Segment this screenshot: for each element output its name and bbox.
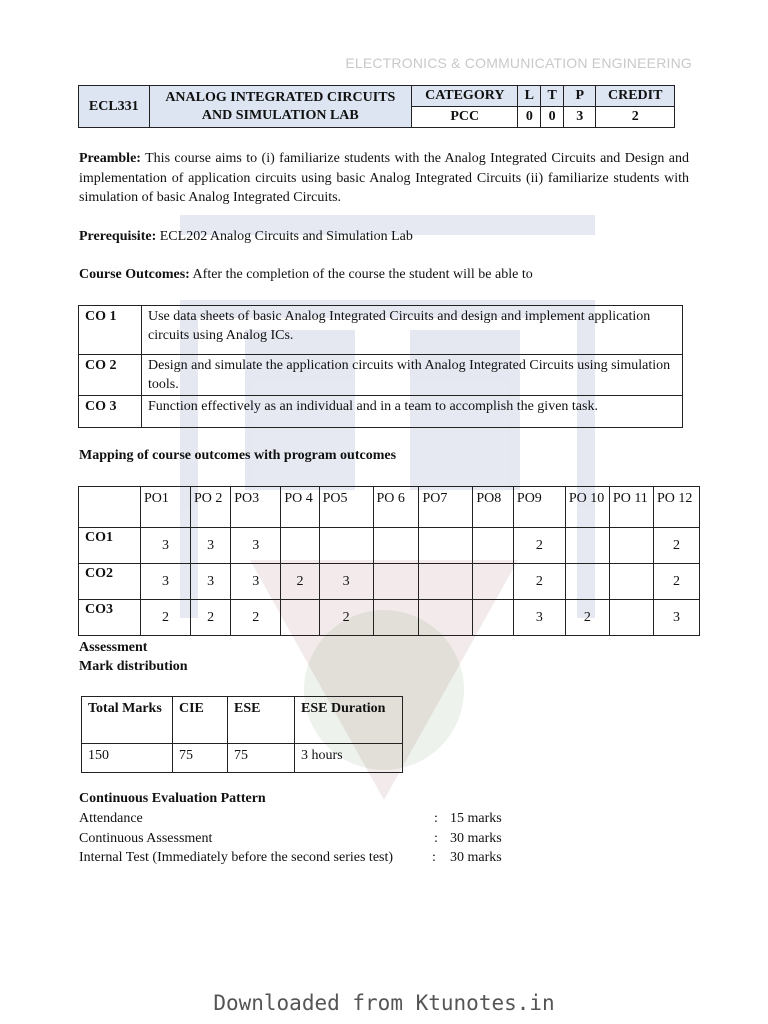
course-outcomes-text: After the completion of the course the student will be able to bbox=[192, 267, 533, 282]
course-outcomes-table bbox=[78, 305, 683, 428]
preamble-text: This course aims to (i) familiarize students with the Analog Integrated Circuits and Design and implementation of application circuits using basic Analog Integrated Circuits (ii) familiarize students with simulation of basic Analog Integrated Circuits. bbox=[79, 151, 690, 205]
mapping-cell: 2 bbox=[653, 564, 699, 600]
evaluation-colon: : bbox=[434, 831, 438, 846]
mapping-cell bbox=[609, 564, 653, 600]
po-header: PO7 bbox=[419, 487, 473, 528]
mapping-co-label: CO1 bbox=[79, 528, 141, 564]
co-id: CO 2 bbox=[79, 355, 142, 396]
evaluation-colon: : bbox=[434, 811, 438, 826]
course-title bbox=[149, 86, 412, 128]
mapping-cell bbox=[373, 528, 419, 564]
prerequisite-text: ECL202 Analog Circuits and Simulation Lab bbox=[159, 229, 413, 244]
evaluation-title: Continuous Evaluation Pattern bbox=[79, 791, 266, 806]
po-header: PO 11 bbox=[609, 487, 653, 528]
po-header: PO 2 bbox=[191, 487, 231, 528]
mapping-cell: 2 bbox=[565, 600, 609, 636]
co-po-mapping-table bbox=[78, 486, 700, 636]
evaluation-item bbox=[79, 809, 143, 829]
mapping-cell bbox=[473, 600, 514, 636]
mapping-cell bbox=[473, 564, 514, 600]
mark-distribution-title: Mark distribution bbox=[79, 659, 188, 674]
mark-value: 75 bbox=[228, 744, 295, 773]
mapping-cell bbox=[609, 600, 653, 636]
course-title-line2: AND SIMULATION LAB bbox=[201, 107, 359, 123]
mapping-cell: 3 bbox=[231, 528, 281, 564]
category-value: PCC bbox=[412, 107, 518, 128]
l-value: 0 bbox=[518, 107, 541, 128]
mapping-title: Mapping of course outcomes with program outcomes bbox=[79, 448, 397, 463]
mapping-cell: 3 bbox=[140, 528, 190, 564]
mapping-cell bbox=[419, 564, 473, 600]
mapping-cell bbox=[419, 528, 473, 564]
co-id: CO 1 bbox=[79, 306, 142, 355]
course-title-line1: ANALOG INTEGRATED CIRCUITS bbox=[165, 89, 396, 105]
evaluation-value: 15 marks bbox=[450, 811, 502, 826]
po-header: PO1 bbox=[140, 487, 190, 528]
download-footer: Downloaded from Ktunotes.in bbox=[213, 991, 555, 1015]
mark-header: ESE Duration bbox=[295, 697, 403, 744]
po-header: PO3 bbox=[231, 487, 281, 528]
mapping-cell: 3 bbox=[653, 600, 699, 636]
mapping-row bbox=[79, 600, 700, 636]
mapping-cell: 2 bbox=[191, 600, 231, 636]
mapping-cell: 2 bbox=[653, 528, 699, 564]
mapping-cell: 3 bbox=[231, 564, 281, 600]
evaluation-label: Continuous Assessment bbox=[79, 831, 213, 846]
evaluation-item bbox=[79, 829, 212, 849]
course-outcomes-label: Course Outcomes: bbox=[79, 267, 190, 282]
mapping-cell bbox=[373, 600, 419, 636]
po-header: PO 12 bbox=[653, 487, 699, 528]
po-header: PO 6 bbox=[373, 487, 419, 528]
assessment-title: Assessment bbox=[79, 640, 148, 655]
t-value: 0 bbox=[541, 107, 564, 128]
credit-header: CREDIT bbox=[596, 86, 675, 107]
po-header: PO 4 bbox=[281, 487, 319, 528]
mapping-cell bbox=[319, 528, 373, 564]
mapping-row bbox=[79, 564, 700, 600]
evaluation-item bbox=[79, 848, 393, 868]
mapping-cell: 3 bbox=[191, 528, 231, 564]
mark-value: 3 hours bbox=[295, 744, 403, 773]
evaluation-label: Attendance bbox=[79, 811, 143, 826]
co-description: Design and simulate the application circuits with Analog Integrated Circuits using simulation tools. bbox=[142, 355, 683, 396]
mapping-cell: 2 bbox=[319, 600, 373, 636]
mapping-cell bbox=[473, 528, 514, 564]
mark-header: ESE bbox=[228, 697, 295, 744]
evaluation-label: Internal Test (Immediately before the second series test) bbox=[79, 850, 394, 865]
mapping-corner-cell bbox=[79, 487, 141, 528]
p-header: P bbox=[564, 86, 596, 107]
evaluation-colon: : bbox=[432, 850, 436, 865]
mapping-cell: 2 bbox=[140, 600, 190, 636]
mapping-co-label: CO3 bbox=[79, 600, 141, 636]
mapping-cell: 2 bbox=[513, 528, 565, 564]
preamble bbox=[79, 149, 689, 208]
mark-value: 75 bbox=[173, 744, 228, 773]
mark-header: CIE bbox=[173, 697, 228, 744]
credit-value: 2 bbox=[596, 107, 675, 128]
mapping-cell bbox=[281, 600, 319, 636]
mapping-cell: 3 bbox=[140, 564, 190, 600]
po-header: PO5 bbox=[319, 487, 373, 528]
mapping-cell bbox=[419, 600, 473, 636]
mapping-cell bbox=[565, 564, 609, 600]
course-code: ECL331 bbox=[79, 86, 150, 128]
mapping-cell: 3 bbox=[319, 564, 373, 600]
course-info-table bbox=[78, 85, 675, 128]
evaluation-value: 30 marks bbox=[450, 831, 502, 846]
mark-value: 150 bbox=[82, 744, 173, 773]
evaluation-value: 30 marks bbox=[450, 850, 502, 865]
mapping-cell bbox=[565, 528, 609, 564]
po-header: PO8 bbox=[473, 487, 514, 528]
co-id: CO 3 bbox=[79, 396, 142, 428]
mapping-cell: 2 bbox=[231, 600, 281, 636]
preamble-label: Preamble: bbox=[79, 151, 141, 166]
mapping-cell bbox=[373, 564, 419, 600]
l-header: L bbox=[518, 86, 541, 107]
mark-header: Total Marks bbox=[82, 697, 173, 744]
prerequisite bbox=[79, 227, 689, 247]
mapping-cell: 2 bbox=[281, 564, 319, 600]
po-header: PO9 bbox=[513, 487, 565, 528]
prerequisite-label: Prerequisite: bbox=[79, 229, 157, 244]
co-description: Function effectively as an individual and in a team to accomplish the given task. bbox=[142, 396, 683, 428]
p-value: 3 bbox=[564, 107, 596, 128]
category-header: CATEGORY bbox=[412, 86, 518, 107]
co-description: Use data sheets of basic Analog Integrated Circuits and design and implement application circuits using Analog ICs. bbox=[142, 306, 683, 355]
mapping-cell bbox=[281, 528, 319, 564]
mapping-cell: 3 bbox=[191, 564, 231, 600]
po-header: PO 10 bbox=[565, 487, 609, 528]
mapping-co-label: CO2 bbox=[79, 564, 141, 600]
mapping-cell: 3 bbox=[513, 600, 565, 636]
course-outcomes-intro bbox=[79, 265, 689, 285]
mark-distribution-table bbox=[81, 696, 403, 773]
mapping-row bbox=[79, 528, 700, 564]
mapping-cell bbox=[609, 528, 653, 564]
department-header: ELECTRONICS & COMMUNICATION ENGINEERING bbox=[345, 55, 692, 71]
mapping-cell: 2 bbox=[513, 564, 565, 600]
t-header: T bbox=[541, 86, 564, 107]
